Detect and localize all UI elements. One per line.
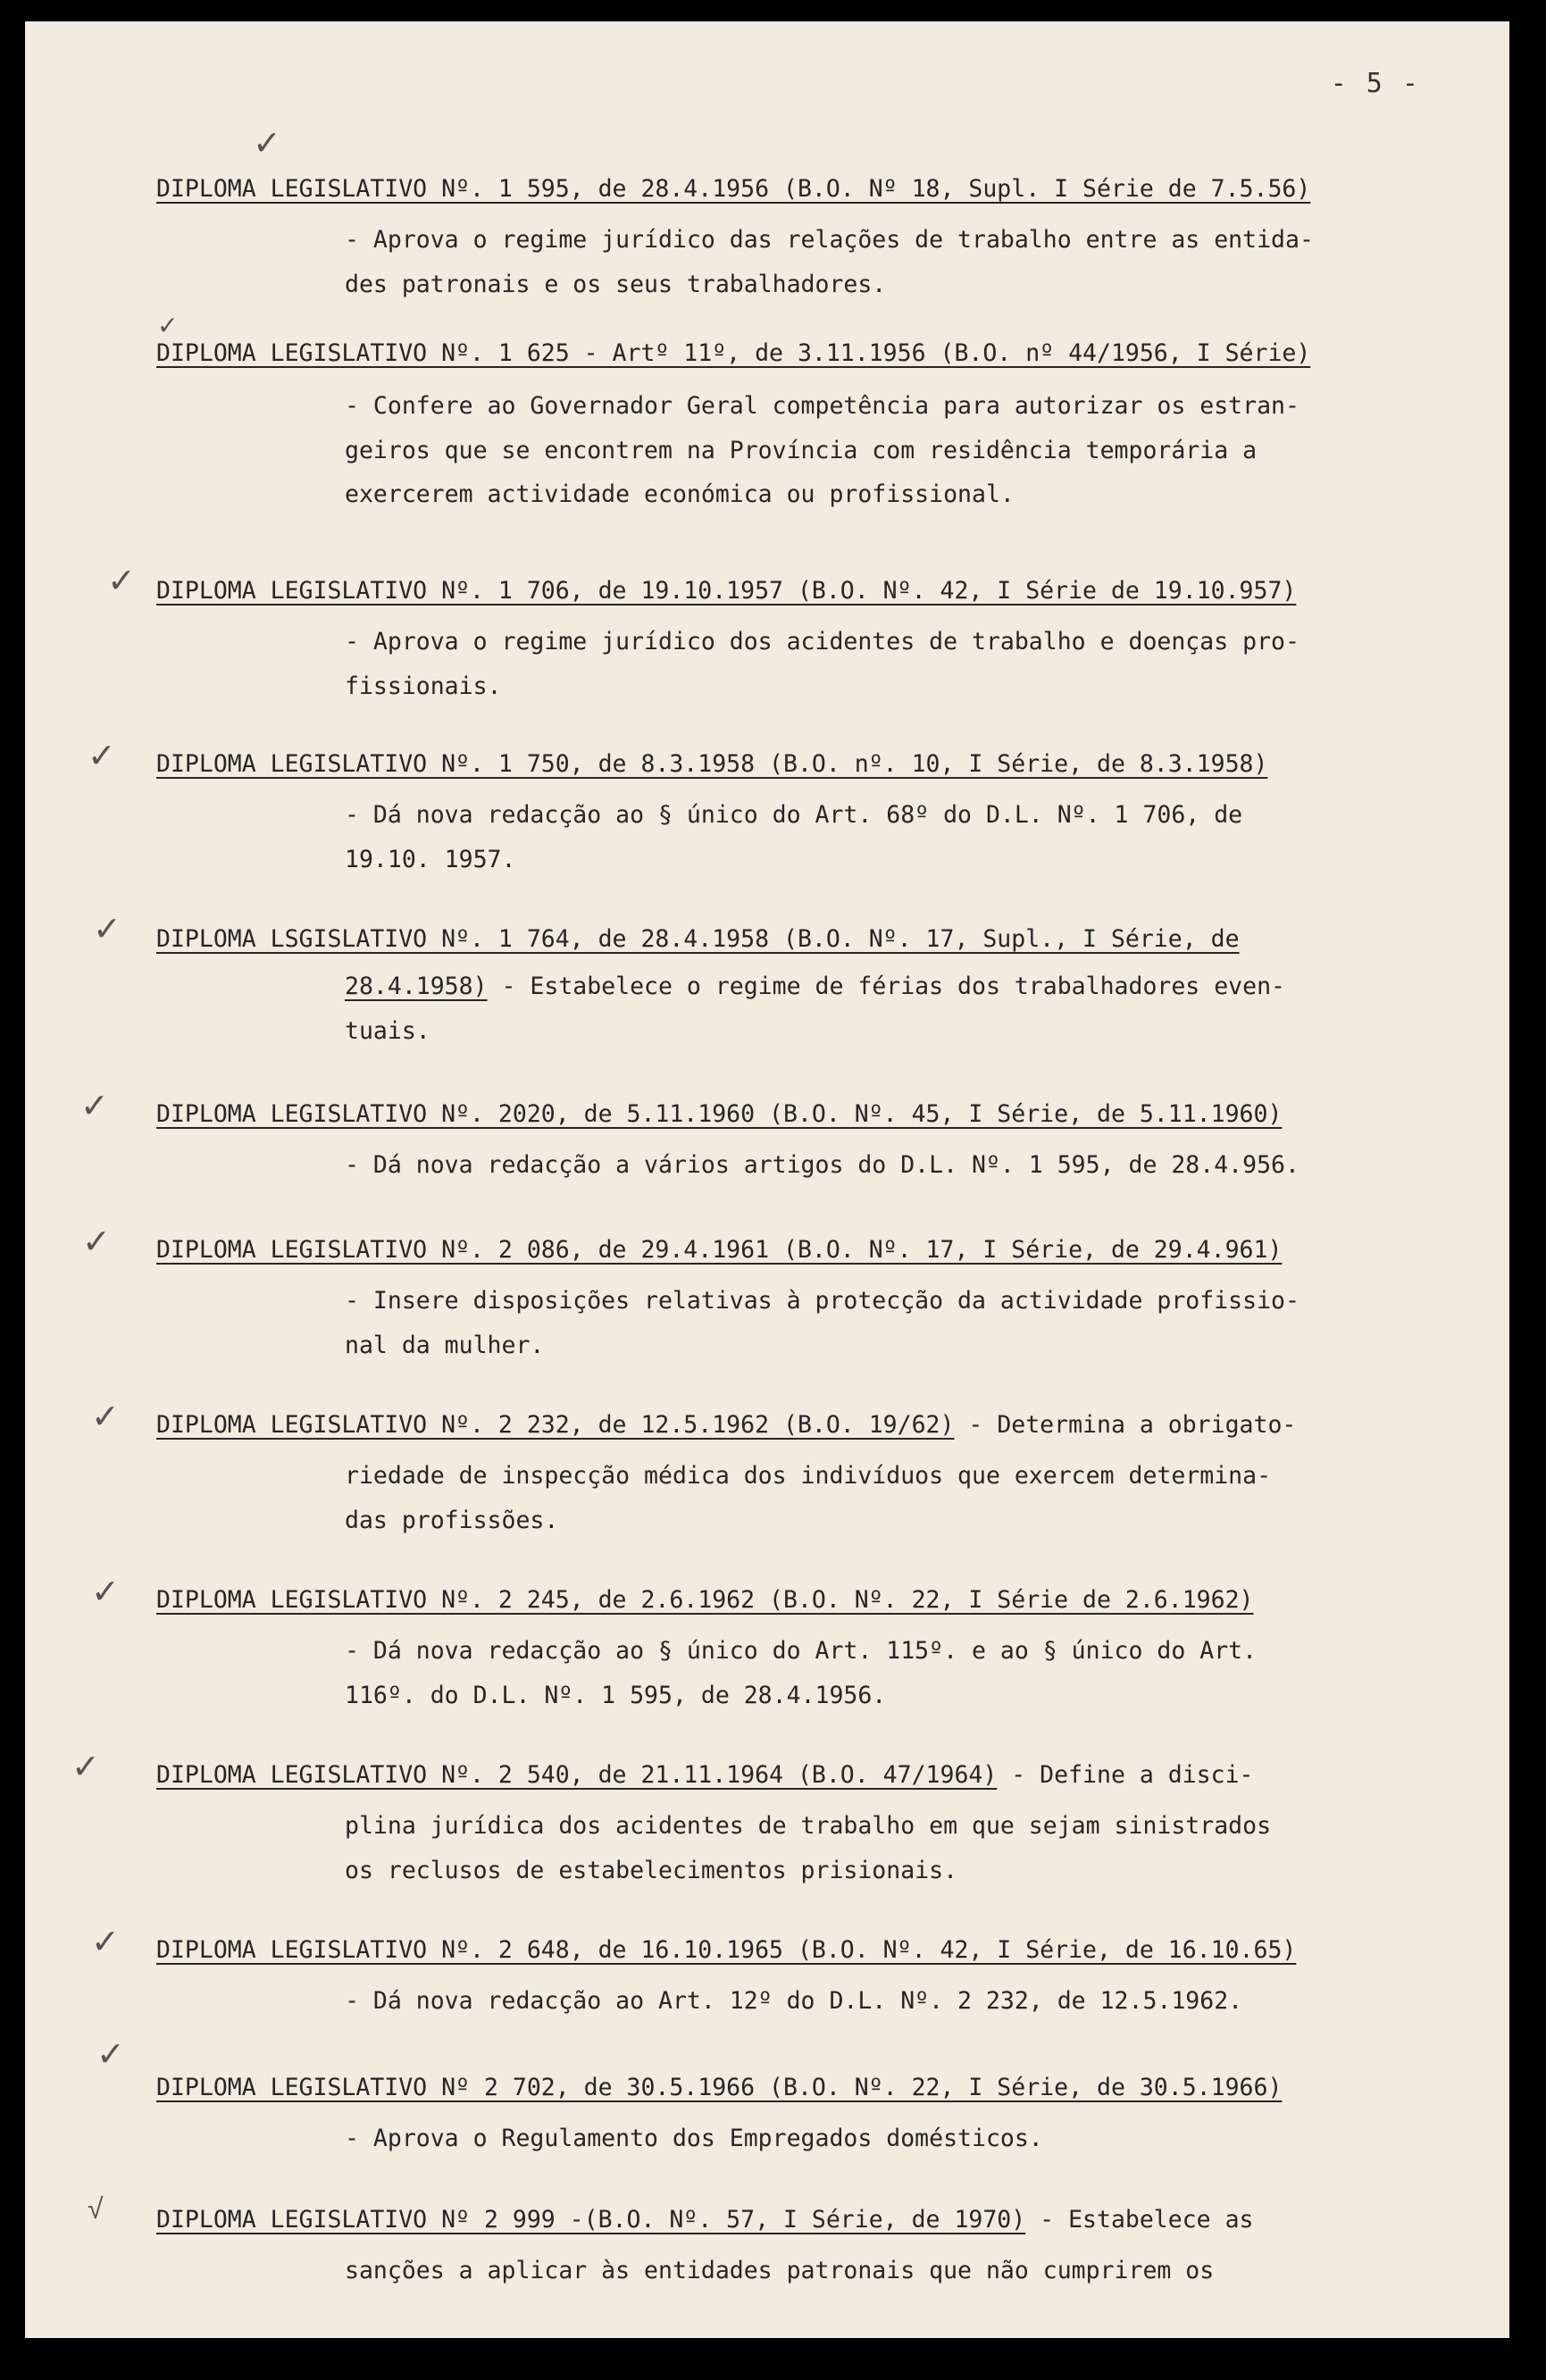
entry-text: - Dá nova redacção ao Art. 12º do D.L. Nº. 2 232, de 12.5.1962. [345,1987,1243,2015]
entry-text-inline: - Define a disci- [997,1761,1254,1789]
entry-heading: DIPLOMA LEGISLATIVO Nº. 2 245, de 2.6.1962 (B.O. Nº. 22, I Série de 2.6.1962) [156,1586,1254,1614]
entry-text: - Aprova o regime jurídico dos acidentes de trabalho e doenças pro- fissionais. [345,628,1299,700]
entry-heading-line [156,1761,1254,1789]
entry-text: - Dá nova redacção ao § único do Art. 68º do D.L. Nº. 1 706, de 19.10. 1957. [345,801,1243,873]
entry-heading: DIPLOMA LEGISLATIVO Nº 2 702, de 30.5.1966 (B.O. Nº. 22, I Série, de 30.5.1966) [156,2074,1283,2101]
document-page [25,21,1509,2338]
entry-heading: DIPLOMA LEGISLATIVO Nº. 2020, de 5.11.1960 (B.O. Nº. 45, I Série, de 5.11.1960) [156,1100,1283,1128]
entry-text: sanções a aplicar às entidades patronais que não cumprirem os [345,2257,1215,2284]
entry-heading-line [156,1411,1296,1439]
entry-text: tuais. [345,1017,430,1045]
entry-heading: DIPLOMA LEGISLATIVO Nº 2 999 -(B.O. Nº. 57, I Série, de 1970) [156,2206,1026,2234]
checkmark-icon: ✓ [91,1922,120,1961]
checkmark-icon: ✓ [91,1572,120,1611]
entry-text: - Aprova o Regulamento dos Empregados domésticos. [345,2125,1043,2152]
entry-text: plina jurídica dos acidentes de trabalho em que sejam sinistrados os reclusos de estabelecimentos prisionais. [345,1812,1272,1884]
checkmark-icon: ✓ [91,1397,120,1436]
entry-text: - Dá nova redacção ao § único do Art. 115º. e ao § único do Art. 116º. do D.L. Nº. 1 595, de 28.4.1956. [345,1637,1258,1709]
entry-text-first-line [345,965,1285,1009]
entry-heading: DIPLOMA LEGISLATIVO Nº. 2 086, de 29.4.1961 (B.O. Nº. 17, I Série, de 29.4.961) [156,1236,1283,1264]
entry-heading: DIPLOMA LEGISLATIVO Nº. 2 648, de 16.10.1965 (B.O. Nº. 42, I Série, de 16.10.65) [156,1936,1297,1964]
entry-text-inline: - Estabelece as [1025,2206,1254,2234]
entry-text: - Insere disposições relativas à protecção da actividade profissio- nal da mulher. [345,1287,1299,1359]
checkmark-icon: ✓ [96,2034,125,2074]
entry-heading: DIPLOMA LSGISLATIVO Nº. 1 764, de 28.4.1958 (B.O. Nº. 17, Supl., I Série, de [156,925,1240,953]
checkmark-icon: ✓ [157,311,179,340]
checkmark-icon: ✓ [88,736,116,775]
checkmark-icon: √ [88,2192,104,2226]
checkmark-icon: ✓ [82,1222,111,1261]
entry-text: - Aprova o regime jurídico das relações de trabalho entre as entida- des patronais e os seus trabalhadores. [345,226,1314,298]
checkmark-icon: ✓ [253,123,281,163]
entry-text-inline: - Estabelece o regime de férias dos trabalhadores even- [487,973,1285,1000]
page-number: - 5 - [1330,68,1420,99]
entry-heading: DIPLOMA LEGISLATIVO Nº. 2 540, de 21.11.1964 (B.O. 47/1964) [156,1761,998,1789]
entry-heading: DIPLOMA LEGISLATIVO Nº. 1 750, de 8.3.1958 (B.O. nº. 10, I Série, de 8.3.1958) [156,750,1268,778]
entry-text-inline: - Determina a obrigato- [954,1411,1297,1439]
entry-text: - Dá nova redacção a vários artigos do D.L. Nº. 1 595, de 28.4.956. [345,1151,1299,1179]
entry-text: - Confere ao Governador Geral competência para autorizar os estran- geiros que se encontrem na Província com residência temporária a exercerem actividade económica ou profissional. [345,392,1299,508]
checkmark-icon: ✓ [107,561,136,600]
entry-heading: DIPLOMA LEGISLATIVO Nº. 1 625 - Artº 11º, de 3.11.1956 (B.O. nº 44/1956, I Série) [156,339,1311,367]
checkmark-icon: ✓ [93,909,121,948]
entry-heading: DIPLOMA LEGISLATIVO Nº. 1 595, de 28.4.1956 (B.O. Nº 18, Supl. I Série de 7.5.56) [156,175,1311,203]
entry-heading: DIPLOMA LEGISLATIVO Nº. 1 706, de 19.10.1957 (B.O. Nº. 42, I Série de 19.10.957) [156,577,1297,605]
checkmark-icon: ✓ [71,1747,100,1786]
entry-text: riedade de inspecção médica dos indivíduos que exercem determina- das profissões. [345,1462,1272,1534]
checkmark-icon: ✓ [80,1086,109,1125]
entry-heading: DIPLOMA LEGISLATIVO Nº. 2 232, de 12.5.1962 (B.O. 19/62) [156,1411,955,1439]
entry-heading-line [156,2206,1254,2234]
entry-heading-continuation: 28.4.1958) [345,973,488,1000]
